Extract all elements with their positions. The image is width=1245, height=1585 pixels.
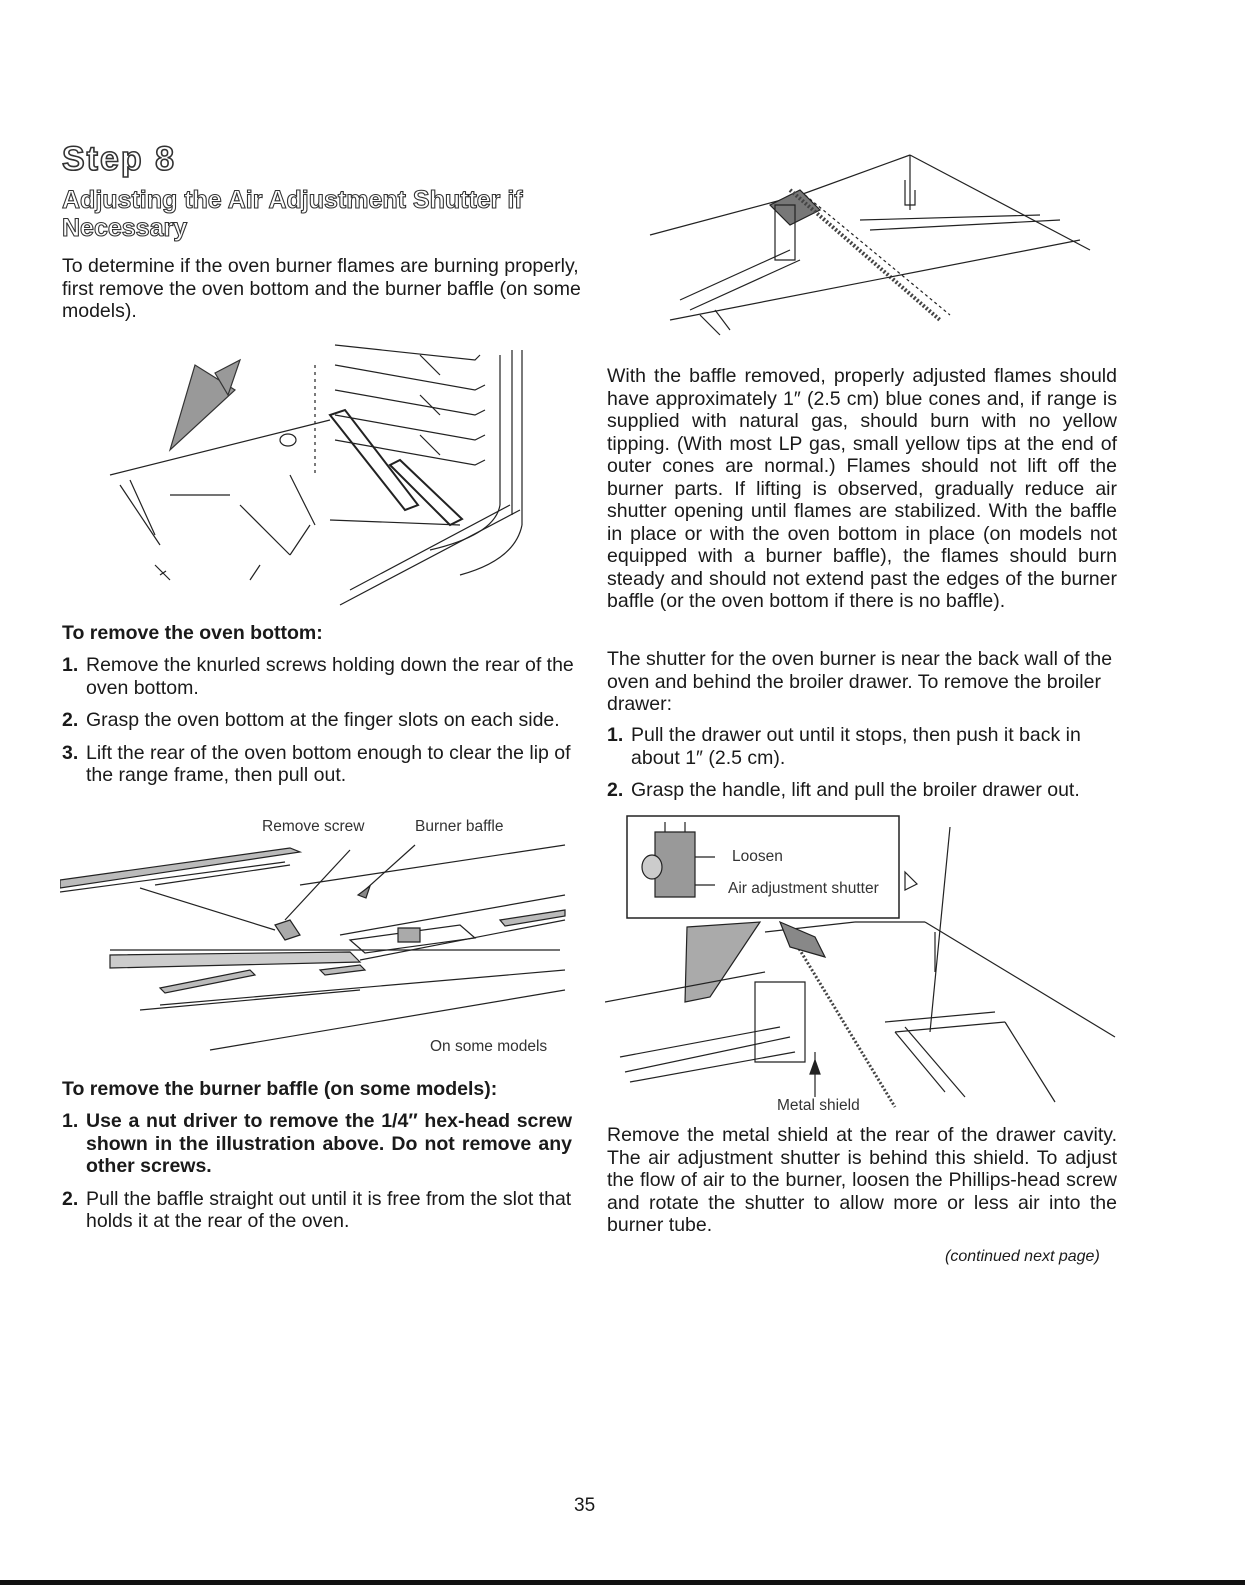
section-heading-line1: Adjusting the Air Adjustment Shutter if <box>62 186 523 214</box>
burner-shield-illustration <box>640 150 1100 340</box>
page-number: 35 <box>574 1495 596 1516</box>
air-adjustment-shutter-label: Air adjustment shutter <box>728 880 879 897</box>
list-item: 2. Pull the baffle straight out until it is free from the slot that holds it at the rear of the oven. <box>62 1187 572 1232</box>
list-item: 3. Lift the rear of the oven bottom enough to clear the lip of the range frame, then pull out. <box>62 741 571 786</box>
air-shutter-illustration <box>605 812 1125 1112</box>
metal-shield-label: Metal shield <box>777 1097 860 1114</box>
baffle-steps <box>62 1110 572 1243</box>
oven-bottom-steps <box>62 654 577 797</box>
intro-paragraph: To determine if the oven burner flames are burning properly, first remove the oven bottom and the burner baffle (on some models). <box>62 255 581 322</box>
scan-border <box>0 1580 1245 1585</box>
section-heading-line2: Necessary <box>62 214 188 242</box>
list-item: 1. Pull the drawer out until it stops, then push it back in about 1″ (2.5 cm). <box>607 724 1081 769</box>
shield-paragraph: Remove the metal shield at the rear of the drawer cavity. The air adjustment shutter is behind this shield. To adjust the flow of air to the burner, loosen the Phillips-head screw and rotate the shutter to allow more or less air into the burner tube. <box>607 1124 1117 1236</box>
shutter-paragraph: The shutter for the oven burner is near the back wall of the oven and behind the broiler drawer. To remove the broiler drawer: <box>607 648 1113 715</box>
drawer-steps <box>607 724 1119 812</box>
burner-baffle-illustration <box>60 840 580 1060</box>
section-heading <box>62 186 592 242</box>
on-some-models-label: On some models <box>430 1038 548 1055</box>
oven-bottom-title: To remove the oven bottom: <box>62 622 323 644</box>
step-label: Step 8 <box>62 140 177 178</box>
flames-paragraph: With the baffle removed, properly adjusted flames should have approximately 1″ (2.5 cm) blue cones and, if range is supplied with natural gas, should burn with no yellow tipping. (With most LP gas, small yellow tips at the end of outer cones are normal.) Flames should not lift off the burner parts. If lifting is observed, gradually reduce air shutter opening until flames are stabilized. With the baffle in place or with the oven bottom in place (on models not equipped with a burner baffle), the flames should burn steady and should not extend past the edges of the burner baffle (or the oven bottom if there is no baffle). <box>607 365 1117 612</box>
list-item: 1. Remove the knurled screws holding down the rear of the oven bottom. <box>62 654 574 699</box>
list-item: 2. Grasp the handle, lift and pull the broiler drawer out. <box>607 779 1080 801</box>
list-item: 1. Use a nut driver to remove the 1/4″ hex-head screw shown in the illustration above. Do not remove any other screws. <box>62 1110 572 1177</box>
burner-baffle-label: Burner baffle <box>415 818 504 835</box>
continued-note: (continued next page) <box>945 1248 1100 1265</box>
list-item: 2. Grasp the oven bottom at the finger slots on each side. <box>62 709 560 731</box>
oven-bottom-illustration <box>100 335 550 615</box>
baffle-title: To remove the burner baffle (on some models): <box>62 1078 498 1100</box>
remove-screw-label: Remove screw <box>262 818 365 835</box>
loosen-label: Loosen <box>732 848 783 865</box>
